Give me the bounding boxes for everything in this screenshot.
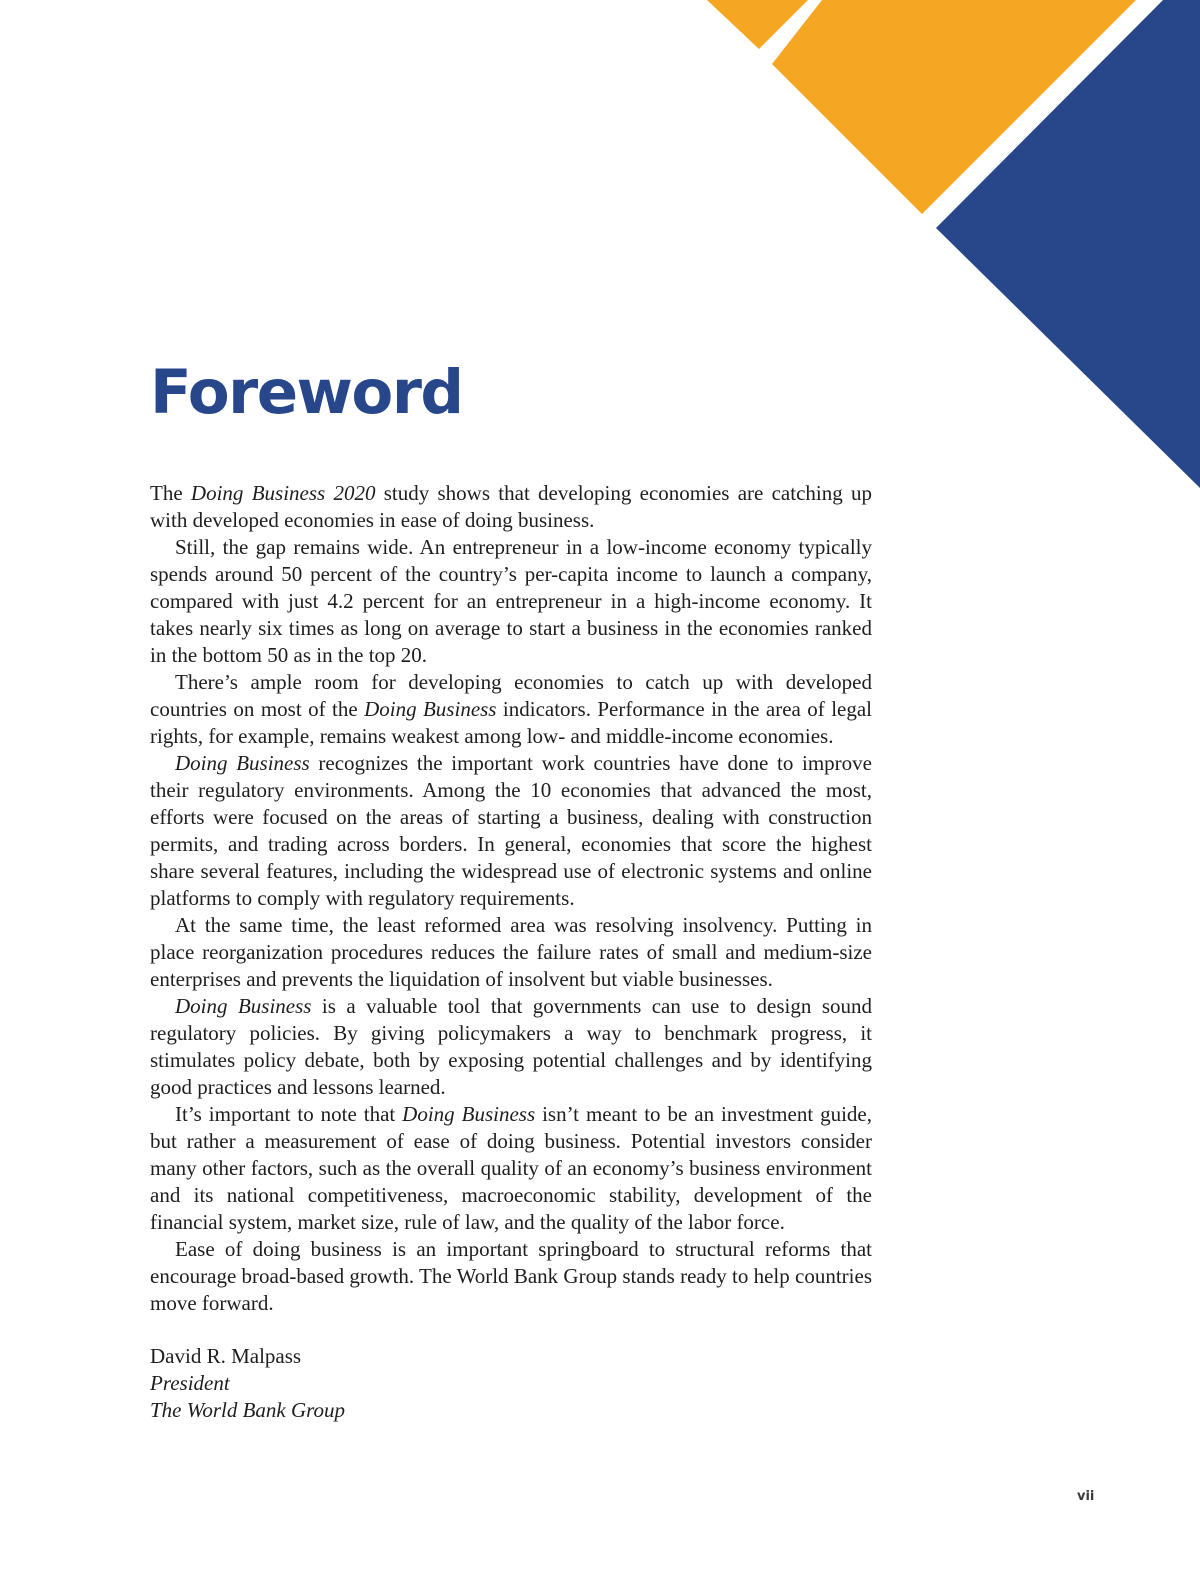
paragraph: Doing Business recognizes the important work countries have done to improve their regulatory environments. Among the 10 economies that advanced the most, efforts were focused on the areas of starting a business, dealing with construction permits, and trading across borders. In general, economies that score the highest share several features, including the widespread use of electronic systems and online platforms to comply with regulatory requirements. bbox=[150, 751, 872, 910]
paragraph: Still, the gap remains wide. An entrepreneur in a low-income economy typically spends around 50 percent of the country’s per-capita income to launch a company, compared with just 4.2 percent for an entrepreneur in a high-income economy. It takes nearly six times as long on average to start a business in the economies ranked in the bottom 50 as in the top 20. bbox=[150, 535, 872, 667]
paragraph: It’s important to note that Doing Business isn’t meant to be an investment guide, but rather a measurement of ease of doing business. Potential investors consider many other factors, such as the overall quality of an economy’s business environment and its national competitiveness, macroeconomic stability, development of the financial system, market size, rule of law, and the quality of the labor force. bbox=[150, 1102, 873, 1234]
paragraph: The Doing Business 2020 study shows that developing economies are catching up with developed economies in ease of doing business. bbox=[150, 481, 873, 532]
page-number: vii bbox=[1077, 1489, 1095, 1504]
signature-name: David R. Malpass bbox=[150, 1344, 302, 1368]
paragraph: Ease of doing business is an important springboard to structural reforms that encourage broad-based growth. The World Bank Group stands ready to help countries move forward. bbox=[150, 1237, 872, 1315]
page-title: Foreword bbox=[150, 357, 463, 428]
foreword-body bbox=[150, 480, 872, 1317]
orange-stripe-small bbox=[707, 0, 808, 49]
signature-block bbox=[150, 1343, 345, 1424]
paragraph: There’s ample room for developing economies to catch up with developed countries on most of the Doing Business indicators. Performance in the area of legal rights, for example, remains weakest among low- and middle-income economies. bbox=[150, 670, 872, 748]
blue-triangle bbox=[936, 0, 1200, 488]
signature-role: President bbox=[150, 1371, 230, 1395]
orange-stripe-large bbox=[772, 0, 1136, 214]
paragraph: At the same time, the least reformed area was resolving insolvency. Putting in place reorganization procedures reduces the failure rates of small and medium-size enterprises and prevents the liquidation of insolvent but viable businesses. bbox=[150, 913, 872, 991]
paragraph: Doing Business is a valuable tool that governments can use to design sound regulatory policies. By giving policymakers a way to benchmark progress, it stimulates policy debate, both by exposing potential challenges and by identifying good practices and lessons learned. bbox=[150, 994, 872, 1099]
signature-organization: The World Bank Group bbox=[150, 1398, 346, 1422]
